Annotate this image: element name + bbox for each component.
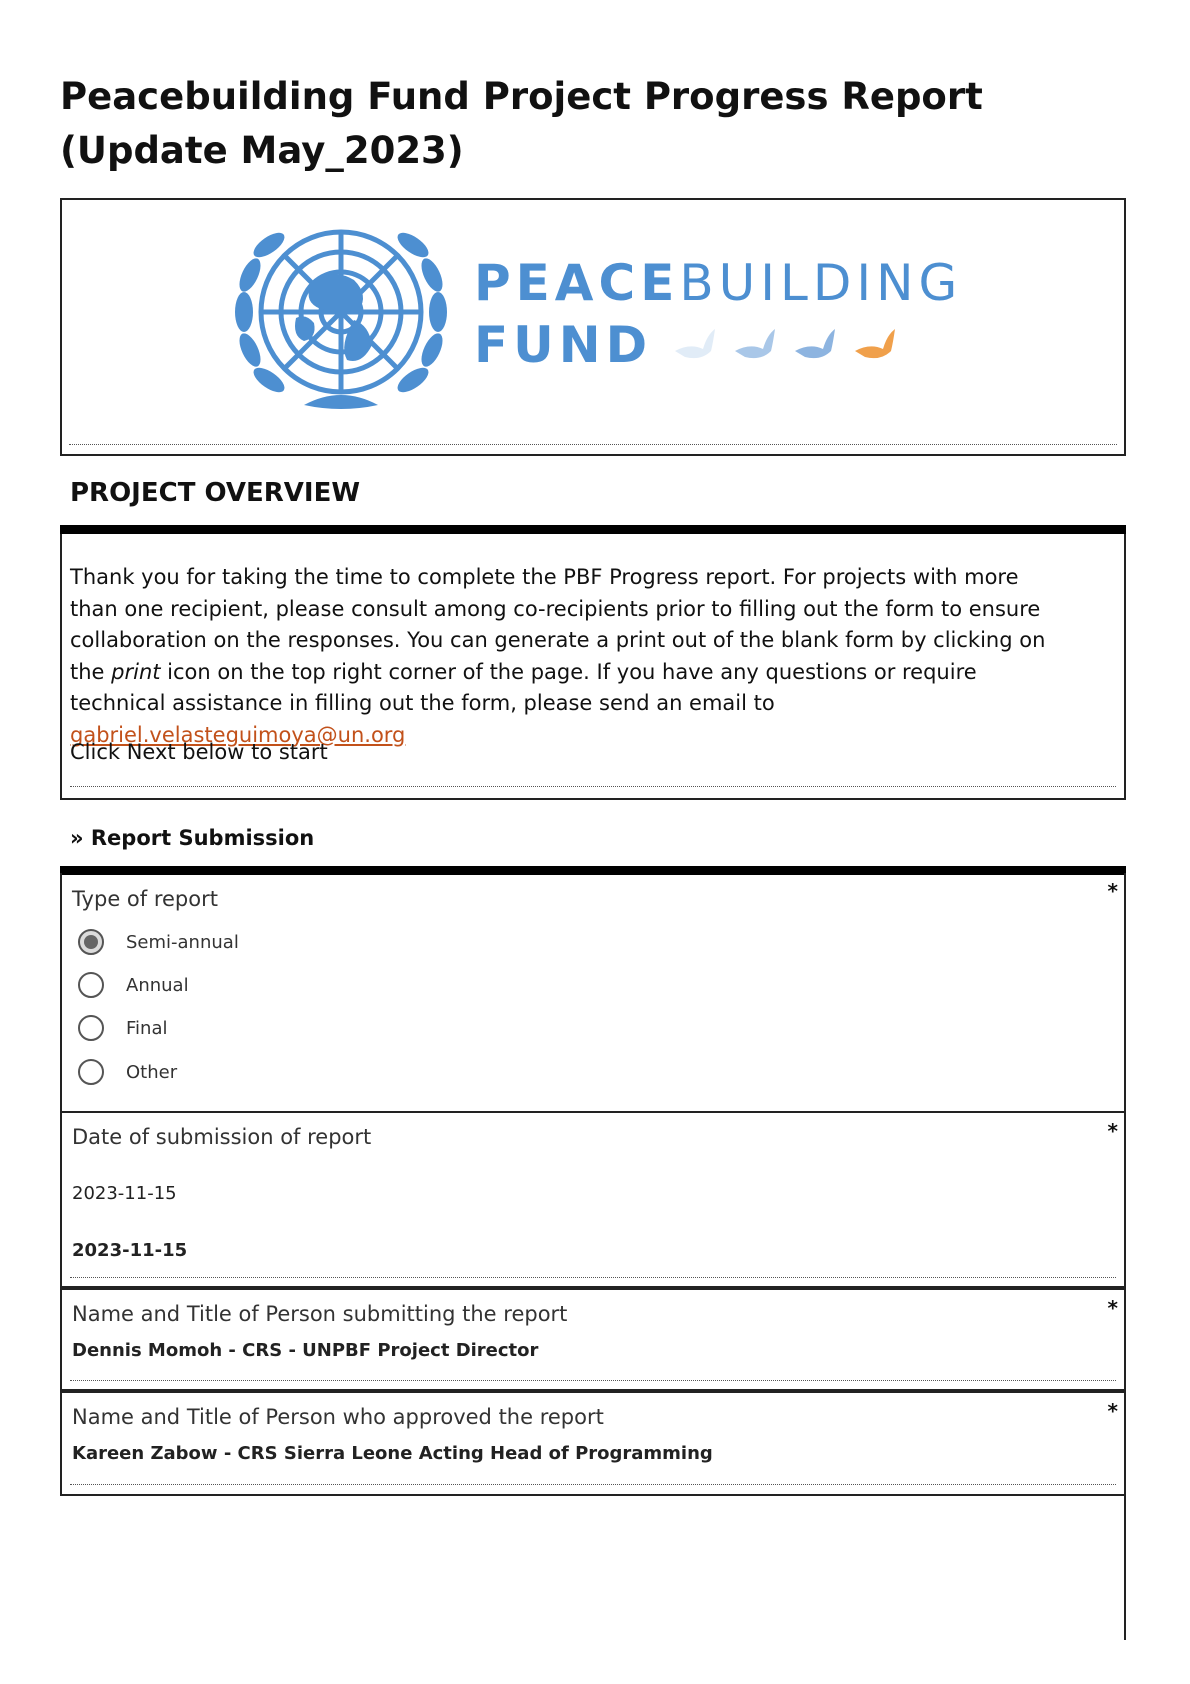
date-of-submission-field	[60, 1111, 1126, 1288]
date-value-confirm: 2023-11-15	[72, 1240, 188, 1261]
brand-word-fund: FUND	[474, 316, 653, 374]
brand-word-building: BUILDING	[679, 254, 963, 312]
approver-value[interactable]: Kareen Zabow - CRS Sierra Leone Acting Head of Programming	[72, 1443, 713, 1464]
approver-label: Name and Title of Person who approved the report	[72, 1405, 604, 1429]
type-of-report-field	[60, 873, 1126, 1113]
required-marker: *	[1107, 1119, 1118, 1143]
radio-option-annual[interactable]: Annual	[78, 972, 189, 998]
field-divider	[70, 1484, 1116, 1485]
section-heading-report-submission: » Report Submission	[70, 826, 315, 850]
submitter-field	[60, 1288, 1126, 1391]
section-heading-overview: PROJECT OVERVIEW	[70, 478, 361, 508]
overview-panel	[60, 534, 1126, 800]
field-divider	[70, 1277, 1116, 1278]
required-marker: *	[1107, 1296, 1118, 1320]
submitter-label: Name and Title of Person submitting the report	[72, 1302, 568, 1326]
logo-banner	[60, 198, 1126, 456]
radio-button-checked[interactable]	[78, 929, 104, 955]
radio-button[interactable]	[78, 1015, 104, 1041]
logo-divider	[69, 444, 1117, 445]
overview-divider	[70, 786, 1116, 787]
section-divider-overview	[60, 525, 1126, 534]
page-title: Peacebuilding Fund Project Progress Report (Update May_2023)	[60, 75, 983, 172]
approver-field	[60, 1391, 1126, 1496]
type-of-report-label: Type of report	[72, 887, 218, 911]
required-marker: *	[1107, 1399, 1118, 1423]
submitter-value[interactable]: Dennis Momoh - CRS - UNPBF Project Director	[72, 1340, 539, 1361]
doves-icon	[670, 321, 900, 369]
radio-option-semi-annual[interactable]: Semi-annual	[78, 929, 239, 955]
field-divider	[70, 1380, 1116, 1381]
brand-wordmark	[474, 252, 962, 376]
brand-word-peace: PEACE	[474, 254, 680, 312]
un-emblem-icon	[224, 220, 458, 420]
overview-intro: Thank you for taking the time to complete the PBF Progress report. For projects with more than one recipient, please consult among co-recipients prior to filling out the form to ensure collaboration on the responses. You can generate a print out of the blank form by clicking on the print icon on the top right corner of the page. If you have any questions or require technical assistance in filling out the form, please send an email to gabriel.velasteguimoya@un.org	[70, 565, 1046, 747]
required-marker: *	[1107, 879, 1118, 903]
radio-option-final[interactable]: Final	[78, 1015, 167, 1041]
click-next-text: Click Next below to start	[70, 740, 328, 764]
date-of-submission-label: Date of submission of report	[72, 1125, 372, 1149]
radio-option-other[interactable]: Other	[78, 1059, 177, 1085]
continuation-border	[1124, 1494, 1126, 1640]
support-email-link[interactable]: gabriel.velasteguimoya@un.org	[70, 722, 406, 747]
radio-button[interactable]	[78, 1059, 104, 1085]
radio-button[interactable]	[78, 972, 104, 998]
date-value[interactable]: 2023-11-15	[72, 1183, 177, 1204]
